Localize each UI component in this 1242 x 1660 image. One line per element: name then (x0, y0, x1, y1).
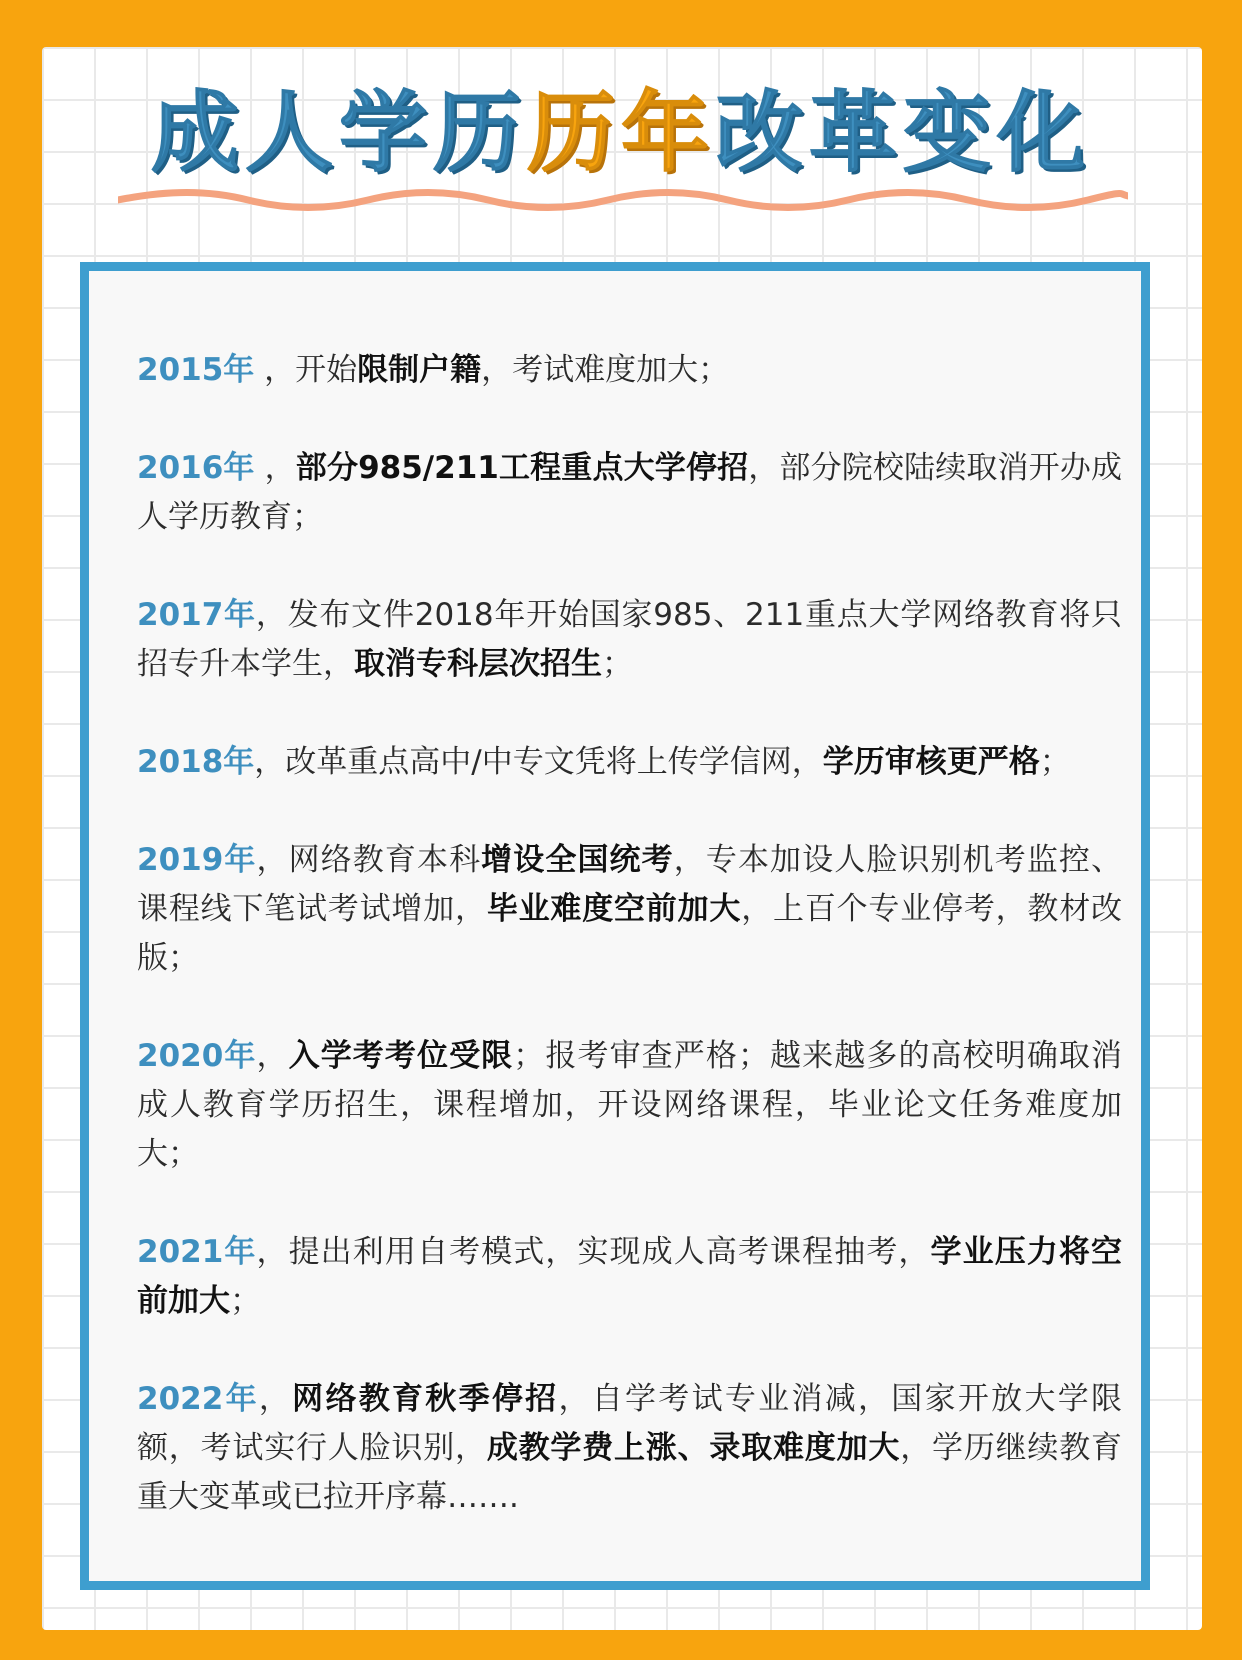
year-label: 2021年 (137, 1234, 257, 1270)
entry-text: ； (230, 1283, 261, 1319)
reform-entry-2018 (137, 738, 1122, 787)
entry-text: ，网络教育本科 (256, 842, 482, 878)
entry-text: ， (254, 450, 296, 486)
year-label: 2015年 (137, 352, 255, 388)
reform-list (137, 315, 1122, 1571)
reform-entry-2017 (137, 591, 1122, 689)
entry-bold-text: 网络教育秋季停招 (292, 1381, 559, 1417)
entry-bold-text: 入学考考位受限 (288, 1038, 514, 1074)
wavy-underline-decoration (118, 188, 1128, 218)
entry-text: ，部分院校陆续取消开办成人学历教育； (137, 450, 1123, 535)
year-label: 2020年 (137, 1038, 257, 1074)
reform-entry-2016 (137, 444, 1122, 542)
reform-entry-2015 (137, 346, 1122, 395)
year-label: 2016年 (137, 450, 255, 486)
entry-bold-text: 取消专科层次招生 (354, 646, 602, 682)
year-label: 2022年 (137, 1381, 259, 1417)
reform-entry-2020 (137, 1032, 1122, 1179)
year-label: 2018年 (137, 744, 255, 780)
reform-entry-2022 (137, 1375, 1122, 1522)
entry-text: ，改革重点高中/中专文凭将上传学信网， (254, 744, 823, 780)
title-part-1: 成人学历 (150, 81, 527, 184)
entry-text: ，开始 (254, 352, 358, 388)
entry-bold-text: 成教学费上涨、录取难度加大 (486, 1430, 901, 1466)
entry-text: ；报考审查严格；越来越多的高校明确取消成人教育学历招生，课程增加，开设网络课程，毕业论文任务难度加大； (137, 1038, 1123, 1172)
year-label: 2019年 (137, 842, 257, 878)
entry-text: ，自学考试专业消减，国家开放大学限额，考试实行人脸识别， (137, 1381, 1123, 1466)
entry-bold-text: 学业压力将空前加大 (137, 1234, 1123, 1319)
reform-entry-2019 (137, 836, 1122, 983)
entry-text: ，上百个专业停考，教材改版； (137, 891, 1123, 976)
entry-bold-text: 毕业难度空前加大 (486, 891, 742, 927)
entry-text: ，考试难度加大； (481, 352, 730, 388)
page-title (0, 78, 1242, 188)
content-panel (80, 262, 1150, 1590)
entry-bold-text: 部分985/211工程重点大学停招 (295, 450, 749, 486)
year-label: 2017年 (137, 597, 256, 633)
entry-bold-text: 增设全国统考 (481, 842, 674, 878)
entry-text: ，专本加设人脸识别机考监控、课程线下笔试考试增加， (137, 842, 1123, 927)
entry-text: ， (256, 1038, 289, 1074)
entry-text: ， (258, 1381, 293, 1417)
entry-text: ； (602, 646, 633, 682)
entry-text: ，学历继续教育重大变革或已拉开序幕……. (137, 1430, 1123, 1515)
entry-text: ； (1039, 744, 1071, 780)
entry-text: ，发布文件2018年开始国家985、211重点大学网络教育将只招专升本学生， (137, 597, 1122, 682)
entry-bold-text: 限制户籍 (357, 352, 482, 388)
title-part-2: 改革变化 (715, 81, 1092, 184)
reform-entry-2021 (137, 1228, 1122, 1326)
title-highlight: 历年 (526, 81, 715, 184)
entry-bold-text: 学历审核更严格 (822, 744, 1040, 780)
entry-text: ，提出利用自考模式，实现成人高考课程抽考， (256, 1234, 931, 1270)
